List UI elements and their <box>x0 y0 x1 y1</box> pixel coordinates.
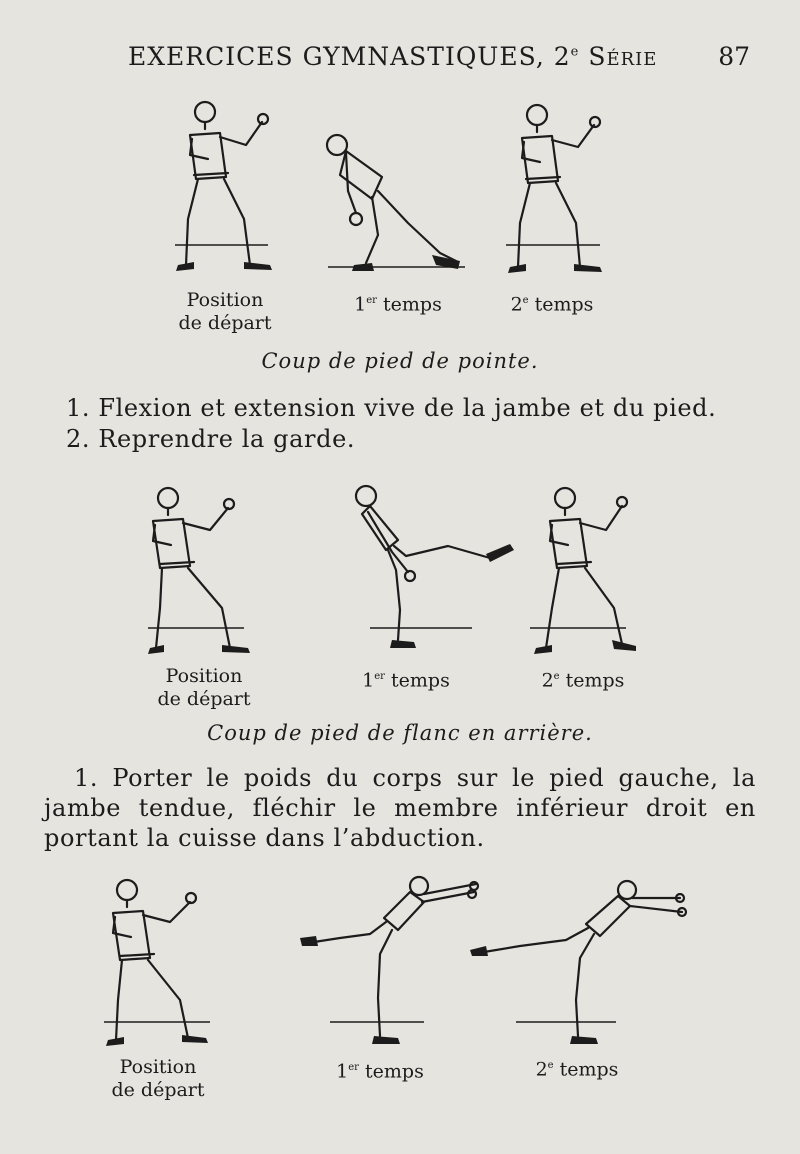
page-header <box>0 42 800 82</box>
label-second-movement: 2e temps <box>535 1058 619 1081</box>
figure-guard-stance <box>506 105 602 273</box>
figure-guard-stance <box>175 102 272 271</box>
figure-row-2 <box>0 480 800 660</box>
label-start-position: Position de départ <box>178 289 272 334</box>
caption-side-back-kick: Coup de pied de flanc en arrière. <box>207 721 593 745</box>
figure-arabesque-1 <box>300 877 478 1044</box>
running-title: EXERCICES GYMNASTIQUES, 2e Série <box>128 42 658 71</box>
label-first-movement: 1er temps <box>354 293 442 316</box>
label-first-movement: 1er temps <box>362 669 450 692</box>
figure-row-1 <box>0 95 800 280</box>
label-start-position: Position de départ <box>111 1056 205 1101</box>
page-number: 87 <box>718 42 750 71</box>
label-second-movement: 2e temps <box>510 293 594 316</box>
figure-row-3 <box>0 872 800 1052</box>
label-start-position: Position de départ <box>157 665 251 710</box>
label-second-movement: 2e temps <box>541 669 625 692</box>
figure-guard-stance <box>104 880 210 1046</box>
instruction-paragraph: 1. Porter le poids du corps sur le pied gauche, la jambe tendue, fléchir le membre inférieur droit en portant la cuisse dans l’abduction. <box>44 764 756 852</box>
caption-point-kick: Coup de pied de pointe. <box>261 349 539 373</box>
label-first-movement: 1er temps <box>336 1060 424 1083</box>
figure-side-kick-1 <box>356 486 514 648</box>
instruction-1: 1. Flexion et extension vive de la jambe et du pied. <box>66 394 717 422</box>
figure-guard-stance <box>530 488 636 654</box>
figure-guard-stance <box>148 488 250 654</box>
figure-arabesque-2 <box>470 881 686 1044</box>
instruction-2: 2. Reprendre la garde. <box>66 425 356 453</box>
figure-point-kick-1 <box>327 135 465 271</box>
